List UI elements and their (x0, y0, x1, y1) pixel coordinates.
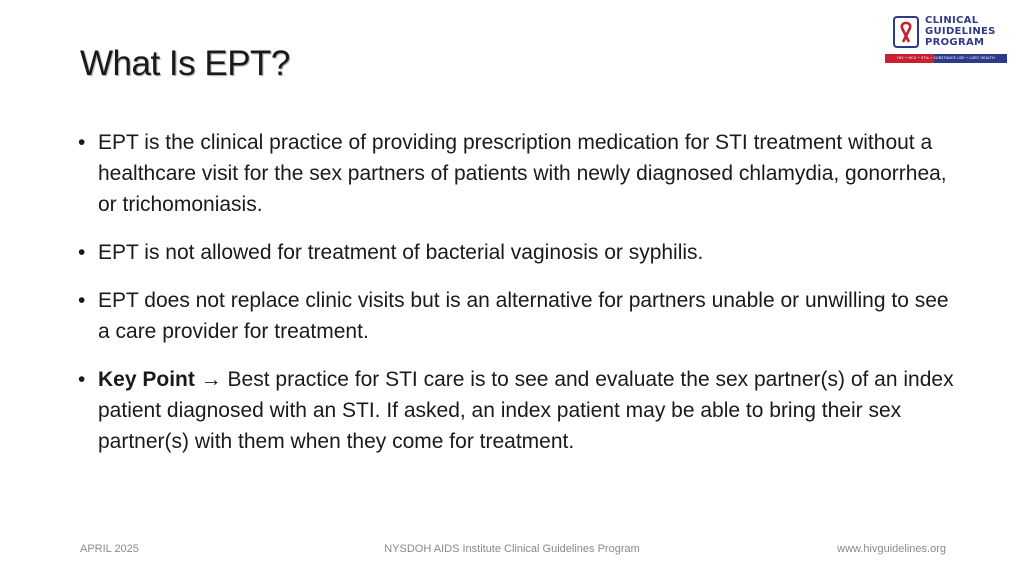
footer-organization: NYSDOH AIDS Institute Clinical Guidelines Program (384, 543, 640, 555)
logo-line-2: GUIDELINES (925, 26, 996, 37)
logo-badge (893, 16, 919, 48)
logo-line-3: PROGRAM (925, 37, 985, 48)
footer-date: APRIL 2025 (80, 543, 139, 555)
logo-tagline: HIV • HCV • STIs • SUBSTANCE USE • LGBT HEALTH (885, 54, 1007, 63)
bullet-item-2 (78, 237, 958, 268)
bullet-marker: • (78, 131, 86, 154)
bullet-list (78, 127, 958, 474)
slide-title: What Is EPT? (80, 44, 290, 83)
logo-wordmark (925, 15, 996, 48)
bullet-item-1 (78, 127, 958, 220)
clinical-guidelines-program-logo (885, 12, 1007, 64)
footer-url: www.hivguidelines.org (837, 543, 946, 555)
bullet-text: EPT is not allowed for treatment of bacterial vaginosis or syphilis. (98, 241, 704, 264)
bullet-marker: • (78, 368, 86, 391)
bullet-item-3 (78, 285, 958, 347)
red-ribbon-icon (898, 21, 914, 43)
bullet-text: EPT is the clinical practice of providing prescription medication for STI treatment without a healthcare visit for the sex partners of patients with newly diagnosed chlamydia, gonorrhea, or trichomoniasis. (98, 131, 947, 216)
bullet-marker: • (78, 241, 86, 264)
bullet-text: EPT does not replace clinic visits but is an alternative for partners unable or unwilling to see a care provider for treatment. (98, 289, 949, 343)
bullet-item-4 (78, 364, 958, 457)
bullet-text: Best practice for STI care is to see and evaluate the sex partner(s) of an index patient diagnosed with an STI. If asked, an index patient may be able to bring their sex partner(s) with them when they come for treatment. (98, 368, 954, 453)
logo-line-1: CLINICAL (925, 15, 979, 26)
key-point-label: Key Point → (98, 368, 222, 391)
bullet-marker: • (78, 289, 86, 312)
